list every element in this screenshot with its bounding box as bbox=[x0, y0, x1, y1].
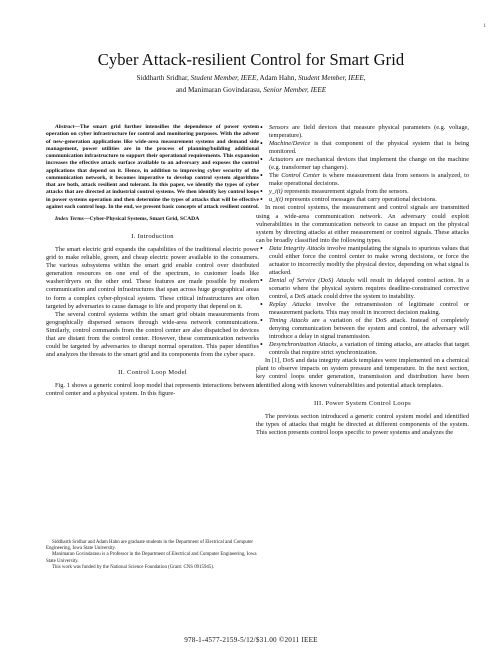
abstract-label: Abstract bbox=[55, 124, 75, 130]
list-item: • Actuators are mechanical devices that implement the change on the machine (e.g. transformer tap changers). bbox=[269, 156, 469, 172]
intro-paragraph-2: The several control systems within the smart grid obtain measurements from geographically dispersed sensors through wide-area network communications. Similarly, control commands from the control center are also dispatched to devices that are distant from the control center. However, these communication networks could be targeted by adversaries to disrupt normal operation. This paper identifies and analyzes the threats to the smart grid and its components from the cyber space. bbox=[46, 310, 259, 358]
power-loops-paragraph: The previous section introduced a generic control system model and identified the types of attacks that might be directed at different components of the system. This section presents control loops specific to power systems and analyzes the bbox=[256, 412, 469, 436]
right-column bbox=[256, 124, 469, 624]
control-model-paragraph: Fig. 1 shows a generic control loop model that represents interactions between a control center and a physical system. In this figure- bbox=[46, 381, 259, 397]
author-sridhar: Siddharth Sridhar, bbox=[136, 74, 189, 82]
abstract-text: —The smart grid further intensifies the dependence of power system operation on cyber infrastructure for control and monitoring purposes. With the advent of new-generation applications like wide-area measurement systems and demand side management, power utilities are in the process of planning/building additional communication infrastructure to support their operational requirements. This expansion increases the effective attack surface available to an adversary and exposes the control applications that depend on it. Hence, in addition to improving cyber security of the communication network, it becomes imperative to develop control system algorithms that are both, attack resilient and tolerant. In this paper, we identify the types of cyber attacks that are directed at industrial control systems. We then identify key control loops in power systems operation and then determine the types of attacks that will be effective against each control loop. In the end, we present basic concepts of attack resilient control. bbox=[46, 124, 259, 210]
author-line-2 bbox=[0, 84, 502, 96]
list-item: • Machine/Device is that component of the physical system that is being monitored. bbox=[269, 140, 469, 156]
author-line-1 bbox=[0, 72, 502, 84]
section-heading-introduction: I. Introduction bbox=[131, 233, 174, 241]
intro-paragraph-1: The smart electric grid expands the capabilities of the traditional electric power grid to make reliable, green, and cheap electric power available to the consumers. The various subsystems within the smart grid enable control over distributed generation resources on one end of the spectrum, to customer loads like washer/dryers on the other end. These features are made possible by modern communication and control infrastructures that span across huge geographical areas to form a complex cyber-physical system. These critical infrastructures are often targeted by adversaries to cause damage to life and property that depend on it. bbox=[46, 246, 259, 310]
list-item: • y_i(t) represents measurement signals from the sensors. bbox=[269, 188, 469, 196]
copyright-line: 978-1-4577-2159-5/12/$31.00 ©2011 IEEE bbox=[184, 636, 318, 644]
related-work-paragraph: In [1], DoS and data integrity attack templates were implemented on a chemical plant to observe impacts on system pressure and temperature. In the next section, key control loops under generation, transmission and distribution have been identified along with known vulnerabilities and potential attack templates. bbox=[256, 357, 469, 389]
author-sridhar-role: Student Member, IEEE, bbox=[190, 74, 259, 82]
list-item: • Desynchronization Attacks, a variation of timing attacks, are attacks that target controls that require strict synchronization. bbox=[269, 341, 469, 357]
list-item: • u_i(t) represents control messages that carry operational decisions. bbox=[269, 196, 469, 204]
list-item: • The Control Center is where measurement data from sensors is analyzed, to make operational decisions. bbox=[269, 172, 469, 188]
footnote-funding: This work was funded by the National Science Foundation (Grant: CNS 0915945). bbox=[52, 564, 215, 570]
author-hahn-role: Student Member, IEEE, bbox=[298, 74, 366, 82]
author-hahn: Adam Hahn, bbox=[259, 74, 297, 82]
author-govindarasu: and Manimaran Govindarasu, bbox=[175, 86, 262, 94]
index-terms-label: Index Terms bbox=[55, 216, 84, 222]
footnotes bbox=[46, 540, 259, 571]
author-block bbox=[0, 72, 502, 96]
definition-list bbox=[256, 124, 469, 204]
list-item: • Denial of Service (DoS) Attacks will result in delayed control action. In a scenario where the physical system requires deadline-constrained corrective control, a DoS attack could drive the system to instability. bbox=[269, 277, 469, 301]
section-heading-power-system-control-loops: III. Power System Control Loops bbox=[313, 399, 412, 407]
attack-type-list bbox=[256, 245, 469, 358]
list-item: • Data Integrity Attacks involve manipulating the signals to spurious values that could either force the control center to make wrong decisions, or force the actuator to incorrectly modify the physical device, depending on what signal is attacked. bbox=[269, 245, 469, 277]
author-govindarasu-role: Senior Member, IEEE bbox=[263, 86, 327, 94]
footnote-students: Siddharth Sridhar and Adam Hahn are graduate students in the Department of Electrical and Computer Engineering, Iowa State University. bbox=[46, 540, 253, 552]
attack-classification-paragraph: In most control systems, the measurement and control signals are transmitted using a wide-area communication network. An adversary could exploit vulnerabilities in the communication network to cause an impact on the physical system by directing attacks at either measurement or control signals. These attacks can be broadly classified into the following types. bbox=[256, 204, 469, 244]
paper-title: Cyber Attack-resilient Control for Smart Grid bbox=[97, 50, 405, 69]
page-number: 1 bbox=[483, 24, 486, 29]
section-heading-control-loop-model: II. Control Loop Model bbox=[118, 368, 187, 376]
list-item: • Replay Attacks involve the retransmission of legitimate control or measurement packets. This may result in incorrect decision making. bbox=[269, 301, 469, 317]
list-item: • Timing Attacks are a variation of the DoS attack. Instead of completely denying communication between the system and control, the adversary will introduce a delay in signal transmission. bbox=[269, 317, 469, 341]
index-terms-text: —Cyber-Physical Systems, Smart Grid, SCADA bbox=[83, 216, 200, 222]
index-terms bbox=[46, 216, 259, 223]
abstract bbox=[46, 124, 259, 211]
footnote-professor: Manimaran Govindarasu is a Professor in the Department of Electrical and Computer Engineering, Iowa State University. bbox=[46, 552, 257, 564]
list-item: • Sensors are field devices that measure physical parameters (e.g. voltage, temperature). bbox=[269, 124, 469, 140]
